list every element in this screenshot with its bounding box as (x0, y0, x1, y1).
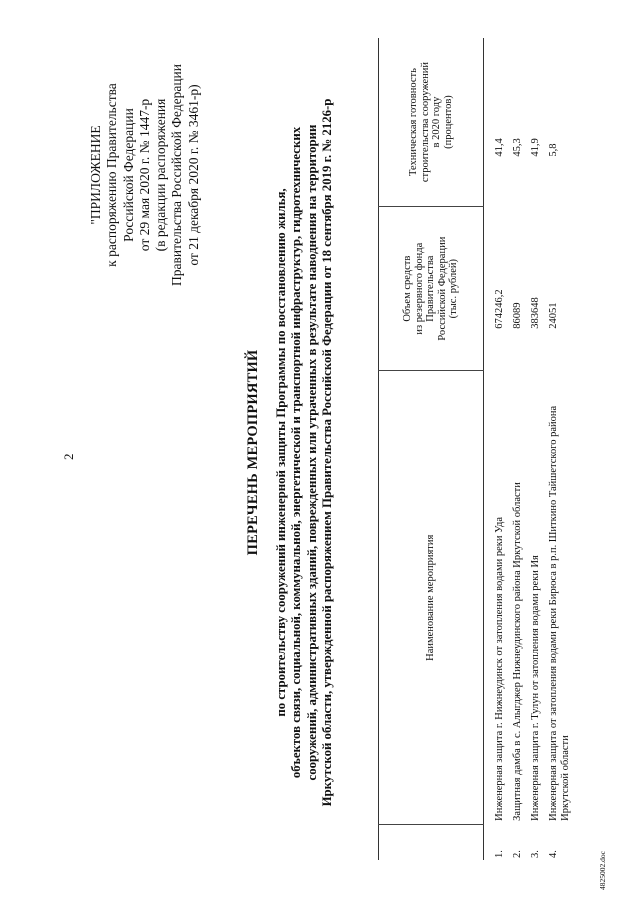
row-number: 4. (548, 850, 559, 858)
header-num (379, 825, 484, 860)
row-readiness: 45,3 (512, 138, 523, 157)
table-row (527, 38, 545, 860)
footer-filename: 4825002.doc (598, 851, 607, 890)
row-number: 1. (494, 850, 505, 858)
header-amount (379, 207, 484, 371)
header-amount-line: Правительства (425, 255, 437, 322)
row-amount: 674246,2 (494, 289, 505, 329)
table (378, 38, 575, 860)
row-amount: 86089 (512, 302, 523, 329)
header-readiness (379, 38, 484, 207)
row-name: Защитная дамба в с. Алыгджер Нижнеудинского района Иркутской области (512, 482, 523, 821)
header-amount-line: (тыс. рублей) (448, 258, 460, 319)
header-readiness-line: строительства сооружений (419, 61, 431, 183)
appendix-line: от 29 мая 2020 г. № 1447-р (136, 98, 152, 252)
row-number: 3. (530, 850, 541, 858)
appendix-line: (в редакции распоряжения (153, 98, 169, 252)
subtitle-line: сооружений, административных зданий, поврежденных или утраченных в результате наводнения на территории (304, 124, 319, 781)
header-readiness-line: в 2020 году (431, 96, 442, 148)
header-name: Наименование мероприятия (379, 371, 484, 825)
table-row (484, 38, 510, 860)
document-title: ПЕРЕЧЕНЬ МЕРОПРИЯТИЙ (245, 349, 261, 556)
row-name: Инженерная защита от затопления водами реки Бирюса в р.п. Шиткино Тайшетского района Иркутской области (548, 405, 571, 821)
row-amount: 383648 (530, 297, 541, 329)
page-number: 2 (61, 453, 76, 460)
appendix-header (88, 25, 202, 325)
appendix-line: Правительства Российской Федерации (169, 64, 185, 286)
row-number: 2. (512, 850, 523, 858)
appendix-line: "ПРИЛОЖЕНИЕ (88, 125, 103, 225)
header-readiness-line: Техническая готовность (408, 68, 419, 177)
row-readiness: 41,9 (530, 138, 541, 157)
header-amount-line: Российской Федерации (436, 236, 448, 341)
header-readiness-line: (процентов) (442, 95, 454, 149)
row-readiness: 41,4 (494, 138, 505, 157)
table-row (509, 38, 527, 860)
row-amount: 24051 (548, 302, 559, 329)
header-amount-line: Объем средств (402, 255, 414, 322)
subtitle-line: Иркутской области, утвержденной распоряжением Правительства Российской Федерации от 18 сентября 2019 г. № 2126-р (319, 98, 334, 807)
subtitle-line: объектов связи, социальной, коммунальной, энергетической и транспортной инфраструктур, гидротехнических (289, 126, 304, 779)
row-readiness: 5,8 (548, 143, 559, 157)
appendix-line: Российской Федерации (120, 108, 136, 242)
subtitle-line: по строительству сооружений инженерной защиты Программы по восстановлению жилья, (274, 188, 288, 717)
table-header-row (379, 38, 484, 860)
row-name: Инженерная защита г. Тулун от затопления водами реки Ия (530, 555, 541, 821)
measures-table (378, 38, 575, 860)
header-amount-line: из резервного фонда (413, 242, 425, 335)
appendix-line: к распоряжению Правительства (104, 83, 120, 267)
appendix-line: от 21 декабря 2020 г. № 3461-р) (185, 84, 201, 266)
row-name: Инженерная защита г. Нижнеудинск от затопления водами реки Уда (494, 516, 505, 821)
table-row (545, 38, 575, 860)
title-block (245, 0, 335, 905)
